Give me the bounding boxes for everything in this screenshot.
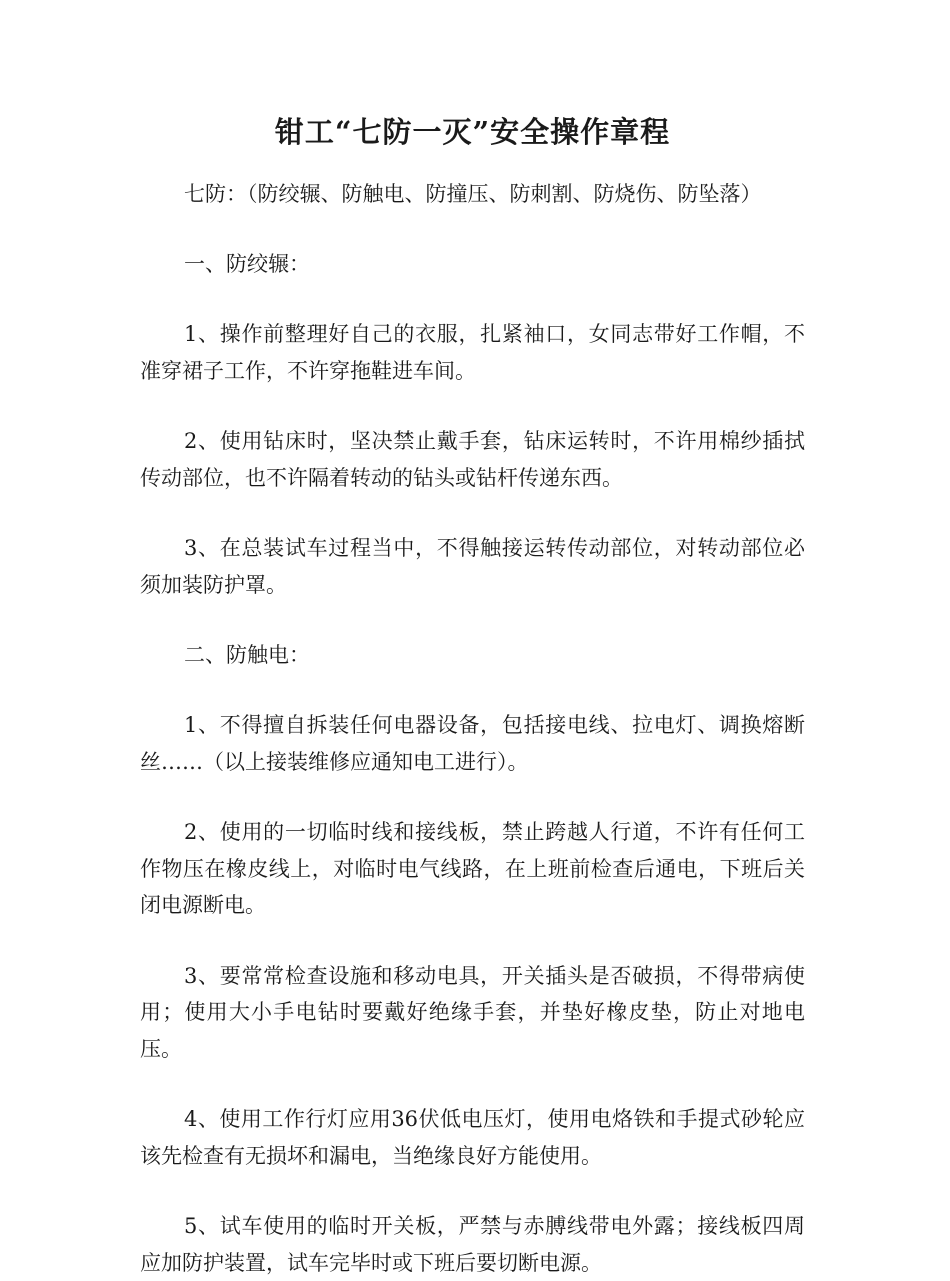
section-1-item-1: 1、操作前整理好自己的衣服，扎紧袖口，女同志带好工作帽，不准穿裙子工作，不许穿拖鞋进车间。 — [140, 322, 805, 383]
section-2-item-2: 2、使用的一切临时线和接线板，禁止跨越人行道，不许有任何工作物压在橡皮线上，对临时电气线路，在上班前检查后通电，下班后关闭电源断电。 — [140, 820, 805, 917]
document-subtitle: 七防：（防绞辗、防触电、防撞压、防刺割、防烧伤、防坠落） — [184, 182, 762, 206]
section-1-item-3: 3、在总装试车过程当中，不得触接运转传动部位，对转动部位必须加装防护罩。 — [140, 536, 805, 597]
section-2-item-1: 1、不得擅自拆装任何电器设备，包括接电线、拉电灯、调换熔断丝……（以上接装维修应通知电工进行）。 — [140, 713, 805, 774]
document-page — [140, 0, 805, 1281]
section-heading-anti-electric-shock: 二、防触电： — [184, 643, 310, 667]
section-2-item-3: 3、要常常检查设施和移动电具，开关插头是否破损，不得带病使用；使用大小手电钻时要戴好绝缘手套，并垫好橡皮垫，防止对地电压。 — [140, 963, 805, 1061]
section-2-item-5: 5、试车使用的临时开关板，严禁与赤膊线带电外露；接线板四周应加防护装置，试车完毕时或下班后要切断电源。 — [140, 1214, 805, 1275]
document-title: 钳工“七防一灭”安全操作章程 — [274, 115, 671, 149]
section-heading-anti-entanglement: 一、防绞辗： — [184, 252, 310, 276]
section-2-item-4: 4、使用工作行灯应用36伏低电压灯，使用电烙铁和手提式砂轮应该先检查有无损坏和漏电，当绝缘良好方能使用。 — [140, 1107, 805, 1168]
section-1-item-2: 2、使用钻床时，坚决禁止戴手套，钻床运转时，不许用棉纱插拭传动部位，也不许隔着转动的钻头或钻杆传递东西。 — [140, 429, 805, 490]
